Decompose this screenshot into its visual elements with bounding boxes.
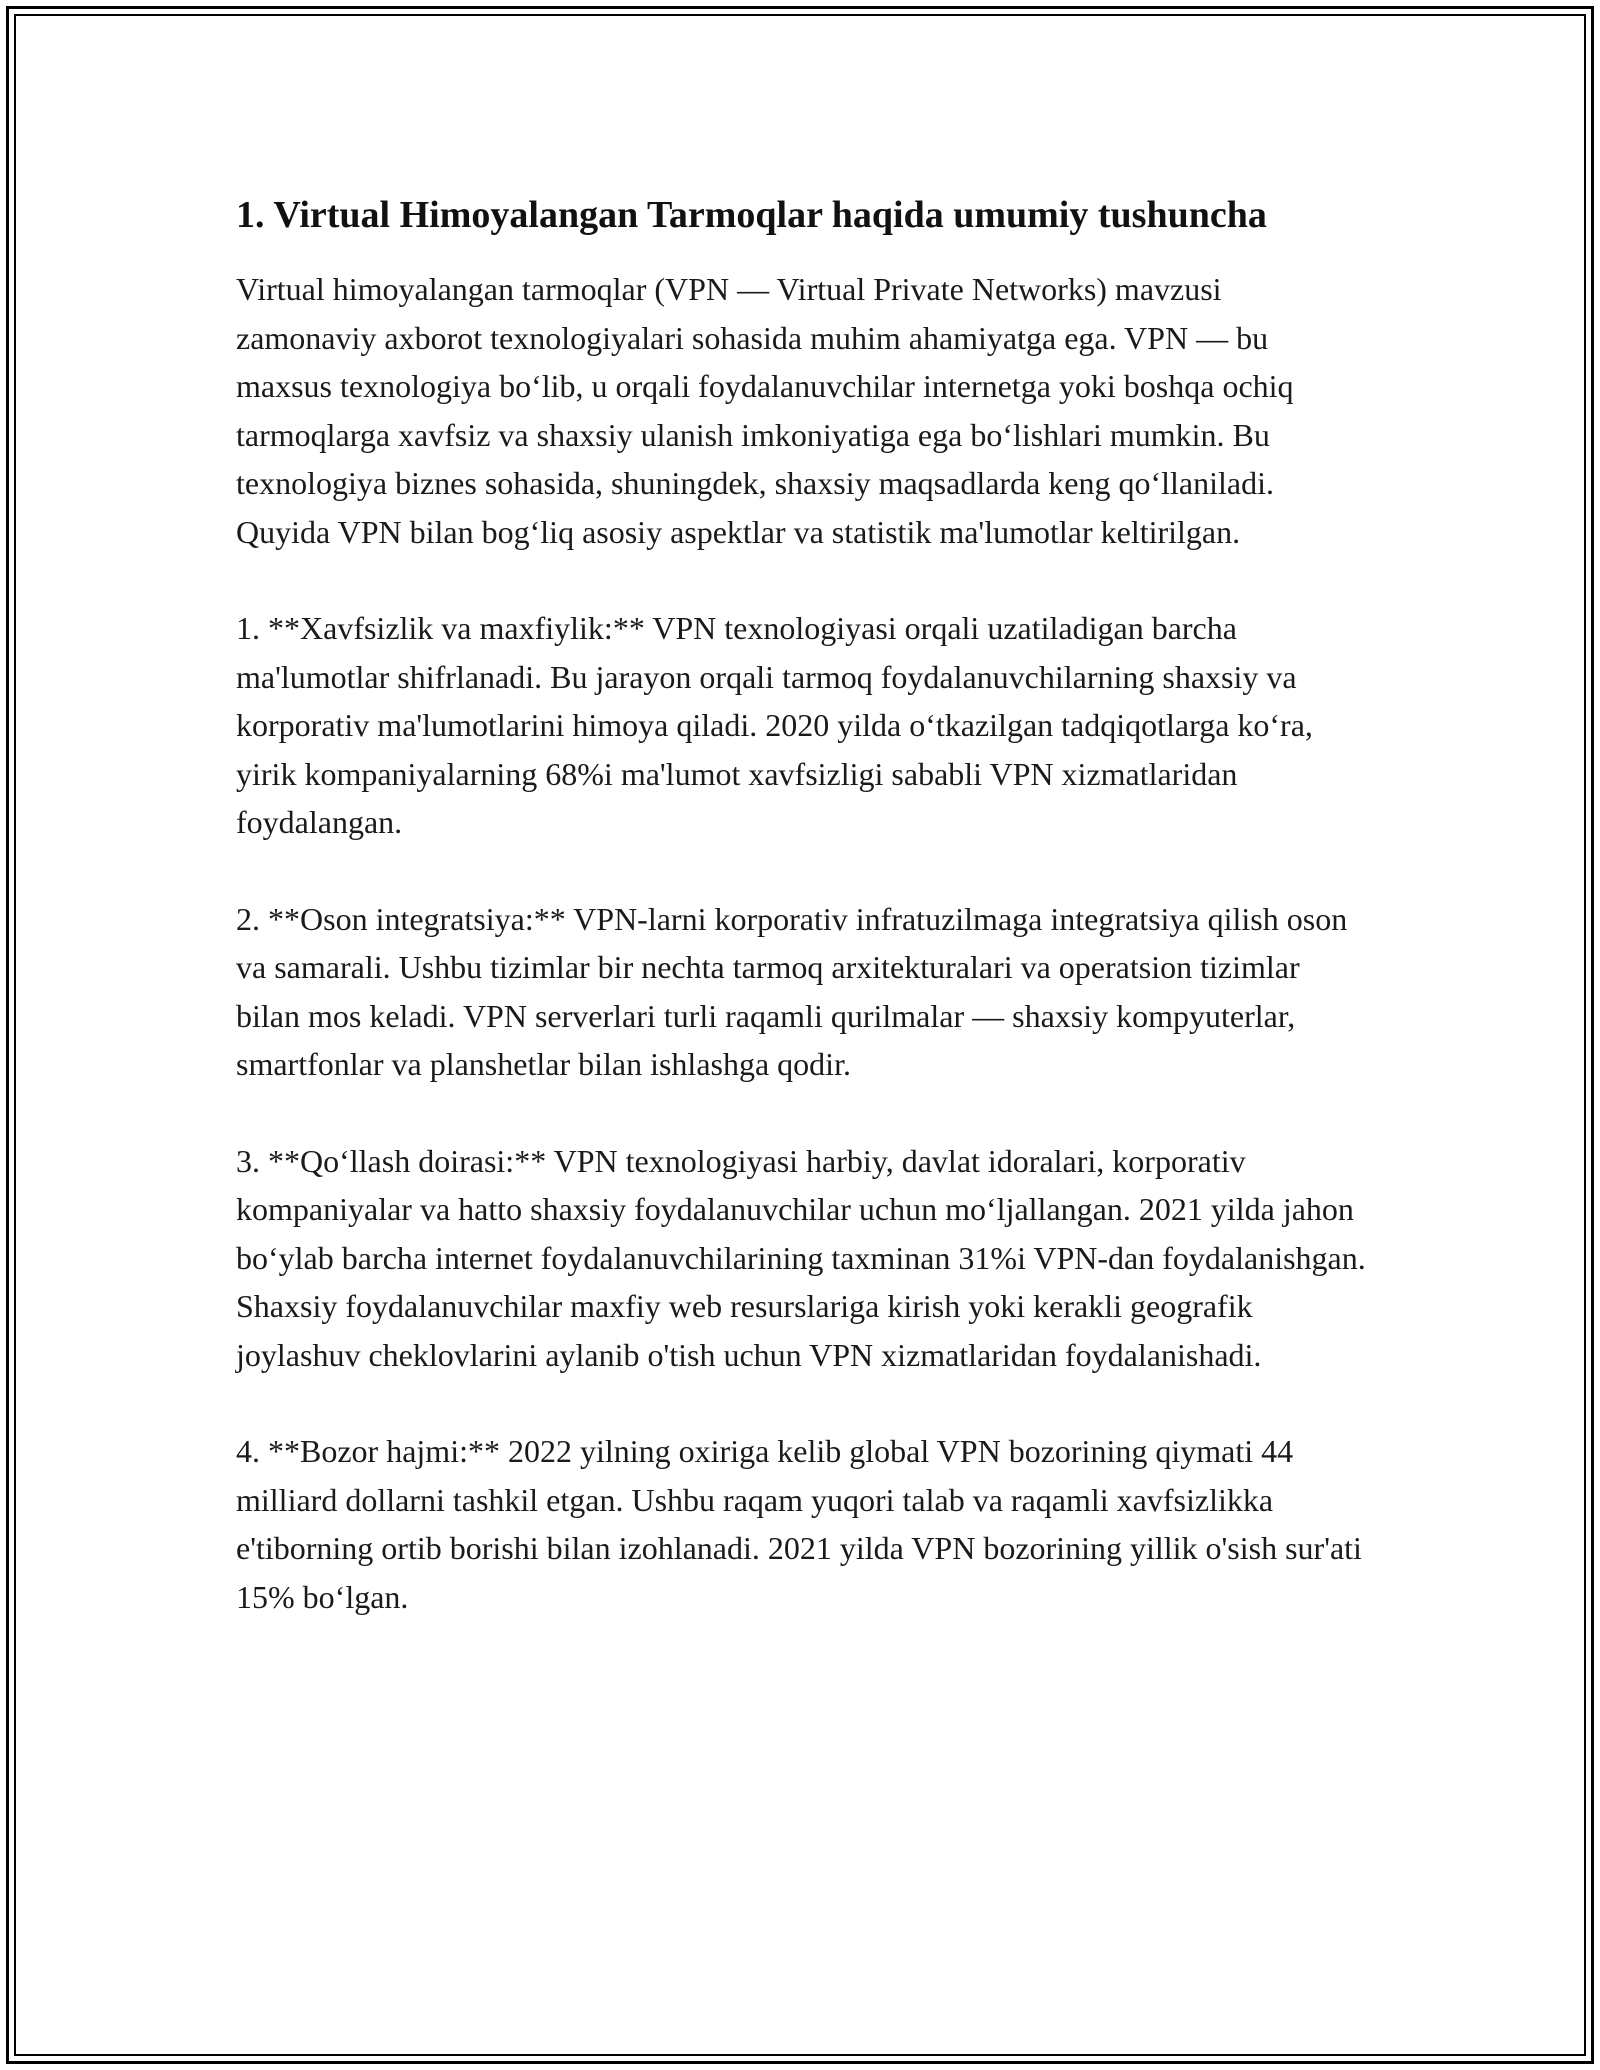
document-body [236,188,1366,1621]
paragraph-market-size: 4. **Bozor hajmi:** 2022 yilning oxiriga kelib global VPN bozorining qiymati 44 milliard dollarni tashkil etgan. Ushbu raqam yuqori talab va raqamli xavfsizlikka e'tiborning ortib borishi bilan izohlanadi. 2021 yilda VPN bozorining yillik o'sish sur'ati 15% boʻlgan. [236,1433,1362,1615]
paragraph-security: 1. **Xavfsizlik va maxfiylik:** VPN texnologiyasi orqali uzatiladigan barcha ma'lumotlar shifrlanadi. Bu jarayon orqali tarmoq foydalanuvchilarning shaxsiy va korporativ ma'lumotlarini himoya qiladi. 2020 yilda oʻtkazilgan tadqiqotlarga koʻra, yirik kompaniyalarning 68%i ma'lumot xavfsizligi sababli VPN xizmatlaridan foydalangan. [236,610,1313,840]
section-heading: 1. Virtual Himoyalangan Tarmoqlar haqida umumiy tushuncha [236,194,1267,236]
paragraph-integration: 2. **Oson integratsiya:** VPN-larni korporativ infratuzilmaga integratsiya qilish oson va samarali. Ushbu tizimlar bir nechta tarmoq arxitekturalari va operatsion tizimlar bilan mos keladi. VPN serverlari turli raqamli qurilmalar — shaxsiy kompyuterlar, smartfonlar va planshetlar bilan ishlashga qodir. [236,900,1348,1082]
paragraph-scope: 3. **Qoʻllash doirasi:** VPN texnologiyasi harbiy, davlat idoralari, korporativ kompaniyalar va hatto shaxsiy foydalanuvchilar uchun moʻljallangan. 2021 yilda jahon boʻylab barcha internet foydalanuvchilarining taxminan 31%i VPN-dan foydalanishgan. Shaxsiy foydalanuvchilar maxfiy web resurslariga kirish yoki kerakli geografik joylashuv cheklovlarini aylanib o'tish uchun VPN xizmatlaridan foydalanishadi. [236,1142,1366,1373]
intro-paragraph: Virtual himoyalangan tarmoqlar (VPN — Virtual Private Networks) mavzusi zamonaviy axborot texnologiyalari sohasida muhim ahamiyatga ega. VPN — bu maxsus texnologiya boʻlib, u orqali foydalanuvchilar internetga yoki boshqa ochiq tarmoqlarga xavfsiz va shaxsiy ulanish imkoniyatiga ega boʻlishlari mumkin. Bu texnologiya biznes sohasida, shuningdek, shaxsiy maqsadlarda keng qoʻllaniladi. Quyida VPN bilan bogʻliq asosiy aspektlar va statistik ma'lumotlar keltirilgan. [236,271,1294,550]
